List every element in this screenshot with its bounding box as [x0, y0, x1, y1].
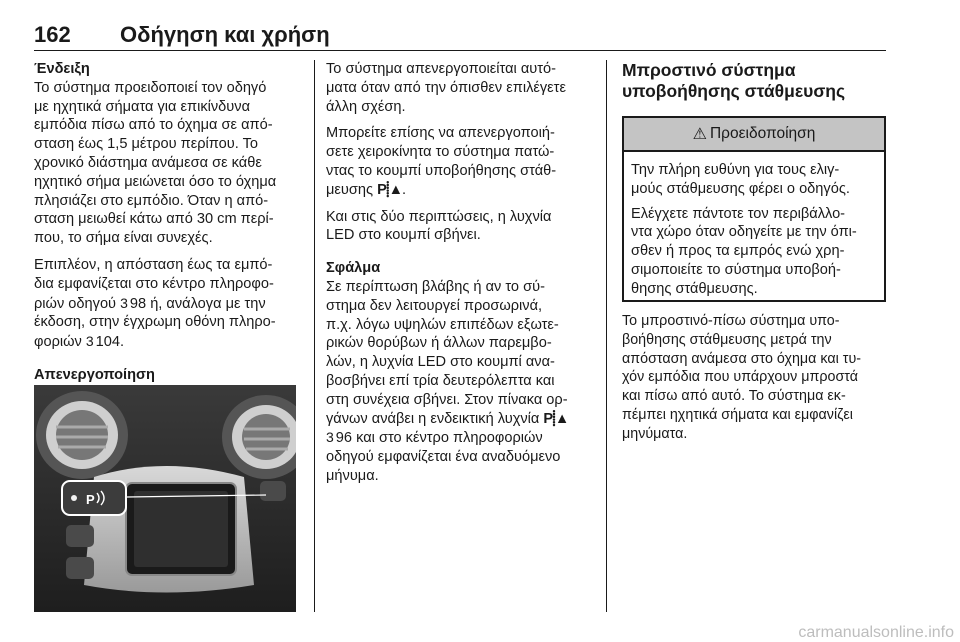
text-line: σταση μειωθεί κάτω από 30 cm περί- [34, 211, 274, 228]
text-line [326, 410, 598, 429]
heading-indication: Ένδειξη [34, 61, 90, 77]
text-line: ηχητικό σήμα μειώνεται όσο το όχημα [34, 173, 277, 190]
text-line: χρονικό διάστημα ανάμεσα σε κάθε [34, 154, 262, 171]
parking-assist-icon: P⸽▲ [377, 181, 403, 198]
front-system-paragraph [622, 312, 892, 444]
header-rule [34, 50, 886, 51]
warning-paragraph: Ελέγχετε πάντοτε τον περιβάλλο- ντα χώρο όταν οδηγείτε με την όπι- σθεν ή προς τα εμπρός ενώ χρη- σιμοποιείτε το σύστημα υποβοή- θησης στάθμευσης. [631, 205, 857, 297]
section-title: Μπροστινό σύστημα [622, 60, 796, 80]
warning-box [622, 116, 886, 302]
text-line: σετε χειροκίνητα το σύστημα πατώ- [326, 144, 555, 161]
page-ref-arrow-icon: 3 [326, 429, 334, 446]
warning-triangle-icon: ⚠ [692, 126, 707, 143]
text-line: Το σύστημα προειδοποιεί τον οδηγό [34, 79, 267, 96]
text-fragment: ριών οδηγού [34, 295, 121, 312]
text-fragment: ή, ανάλογα με την [146, 295, 266, 312]
column-divider-2 [606, 60, 607, 612]
text-line: σταση έως 1,5 μέτρου περίπου. Το [34, 136, 258, 153]
text-line: Το μπροστινό-πίσω σύστημα υπο- [622, 313, 840, 329]
text-line: βοσβήνει επί τρία δευτερόλεπτα και [326, 372, 555, 389]
text-line: απόσταση ανάμεσα στο όχημα και τυ- [622, 350, 862, 367]
fault-paragraph [326, 278, 598, 486]
warning-paragraph: Την πλήρη ευθύνη για τους ελιγ- μούς στάθμευσης φέρει ο οδηγός. [631, 162, 850, 197]
text-line: μηνύματα. [622, 425, 688, 442]
manual-deactivation-paragraph [326, 124, 598, 199]
text-line: βοήθησης στάθμευσης μετρά την [622, 331, 832, 348]
page-ref-arrow-icon: 3 [85, 333, 94, 350]
warning-header [624, 118, 884, 152]
text-line: έκδοση, στην έγχρωμη οθόνη πληρο- [34, 314, 276, 331]
text-line: λών, η λυχνία LED στο κουμπί ανα- [326, 354, 555, 371]
text-line: εμπόδια πίσω από το όχημα σε από- [34, 117, 273, 134]
running-title: Οδήγηση και χρήση [120, 22, 330, 47]
text-line: ντας το κουμπί υποβοήθησης στάθ- [326, 162, 557, 179]
parking-assist-icon: P⸽▲ [543, 410, 569, 427]
text-line: Το σύστημα απενεργοποιείται αυτό- [326, 61, 557, 77]
text-line: Μπορείτε επίσης να απενεργοποιή- [326, 125, 555, 142]
text-fragment: φοριών [34, 334, 86, 351]
text-line: π.χ. λόγω υψηλών επιπέδων εξωτε- [326, 316, 559, 333]
text-line: με ηχητικά σήματα για επικίνδυνα [34, 98, 251, 115]
text-line: Και στις δύο περιπτώσεις, η λυχνία [326, 208, 552, 225]
text-line: ματα όταν από την όπισθεν επιλέγετε [326, 79, 566, 96]
text-line: στημα δεν λειτουργεί προσωρινά, [326, 297, 543, 314]
text-line: μήνυμα. [326, 467, 379, 484]
page-ref-link[interactable]: 96 [335, 430, 353, 447]
text-fragment: μευσης [326, 181, 378, 198]
hazard-button [66, 557, 94, 579]
auto-deactivation-paragraph [326, 60, 598, 116]
text-line: χόν εμπόδια που υπάρχουν μπροστά [622, 369, 859, 386]
heading-fault: Σφάλμα [326, 260, 381, 277]
text-line [326, 181, 598, 200]
text-line: πέμπει ηχητικά σήματα και εμφανίζει [622, 406, 853, 423]
text-line: και πίσω από αυτό. Το σύστημα εκ- [622, 388, 846, 405]
text-fragment: και στο κέντρο πληροφοριών [352, 430, 543, 447]
warning-title: Προειδοποίηση [709, 125, 816, 142]
warning-body [624, 152, 884, 299]
middle-column [326, 60, 598, 486]
parking-assist-button [62, 481, 126, 515]
text-line [326, 428, 598, 448]
text-line: ρικών θορύβων ή άλλων παρεμβο- [326, 335, 552, 352]
right-button [260, 481, 286, 501]
svg-text:P: P [86, 492, 95, 507]
page-ref-link[interactable]: 104 [95, 334, 121, 351]
watermark: carmanualsonline.info [798, 624, 954, 641]
dashboard-photo [34, 385, 296, 612]
text-line [34, 332, 306, 352]
text-fragment: γάνων ανάβει η ενδεικτική λυχνία [326, 410, 544, 427]
text-line: Επιπλέον, η απόσταση έως τα εμπό- [34, 256, 273, 273]
page-ref-arrow-icon: 3 [120, 294, 128, 311]
text-line [34, 294, 306, 314]
dashboard-illustration [34, 385, 296, 612]
left-column [34, 60, 306, 385]
indication-paragraph [34, 79, 306, 248]
heading-deactivation: Απενεργοποίηση [34, 366, 155, 383]
page-number: 162 [34, 22, 71, 47]
lock-button [66, 525, 94, 547]
text-line: άλλη σχέση. [326, 98, 406, 115]
display-paragraph [34, 256, 306, 352]
text-fragment: . [120, 334, 125, 351]
text-line: οδηγού εμφανίζεται ένα αναδυόμενο [326, 449, 561, 466]
text-line: δια εμφανίζεται στο κέντρο πληροφο- [34, 275, 274, 292]
column-divider-1 [314, 60, 315, 612]
right-column [622, 60, 888, 102]
text-line: LED στο κουμπί σβήνει. [326, 227, 481, 244]
text-line: Σε περίπτωση βλάβης ή αν το σύ- [326, 278, 545, 295]
section-title: υποβοήθησης στάθμευσης [622, 81, 846, 101]
text-fragment: . [402, 181, 407, 198]
page-ref-link[interactable]: 98 [129, 295, 147, 312]
text-line: πλησιάζει στο εμπόδιο. Όταν η από- [34, 192, 269, 209]
text-line: που, το σήμα είναι συνεχές. [34, 230, 213, 247]
led-paragraph [326, 208, 598, 246]
text-line: στη συνέχεια σβήνει. Στον πίνακα ορ- [326, 391, 568, 408]
left-air-vent [36, 391, 128, 479]
